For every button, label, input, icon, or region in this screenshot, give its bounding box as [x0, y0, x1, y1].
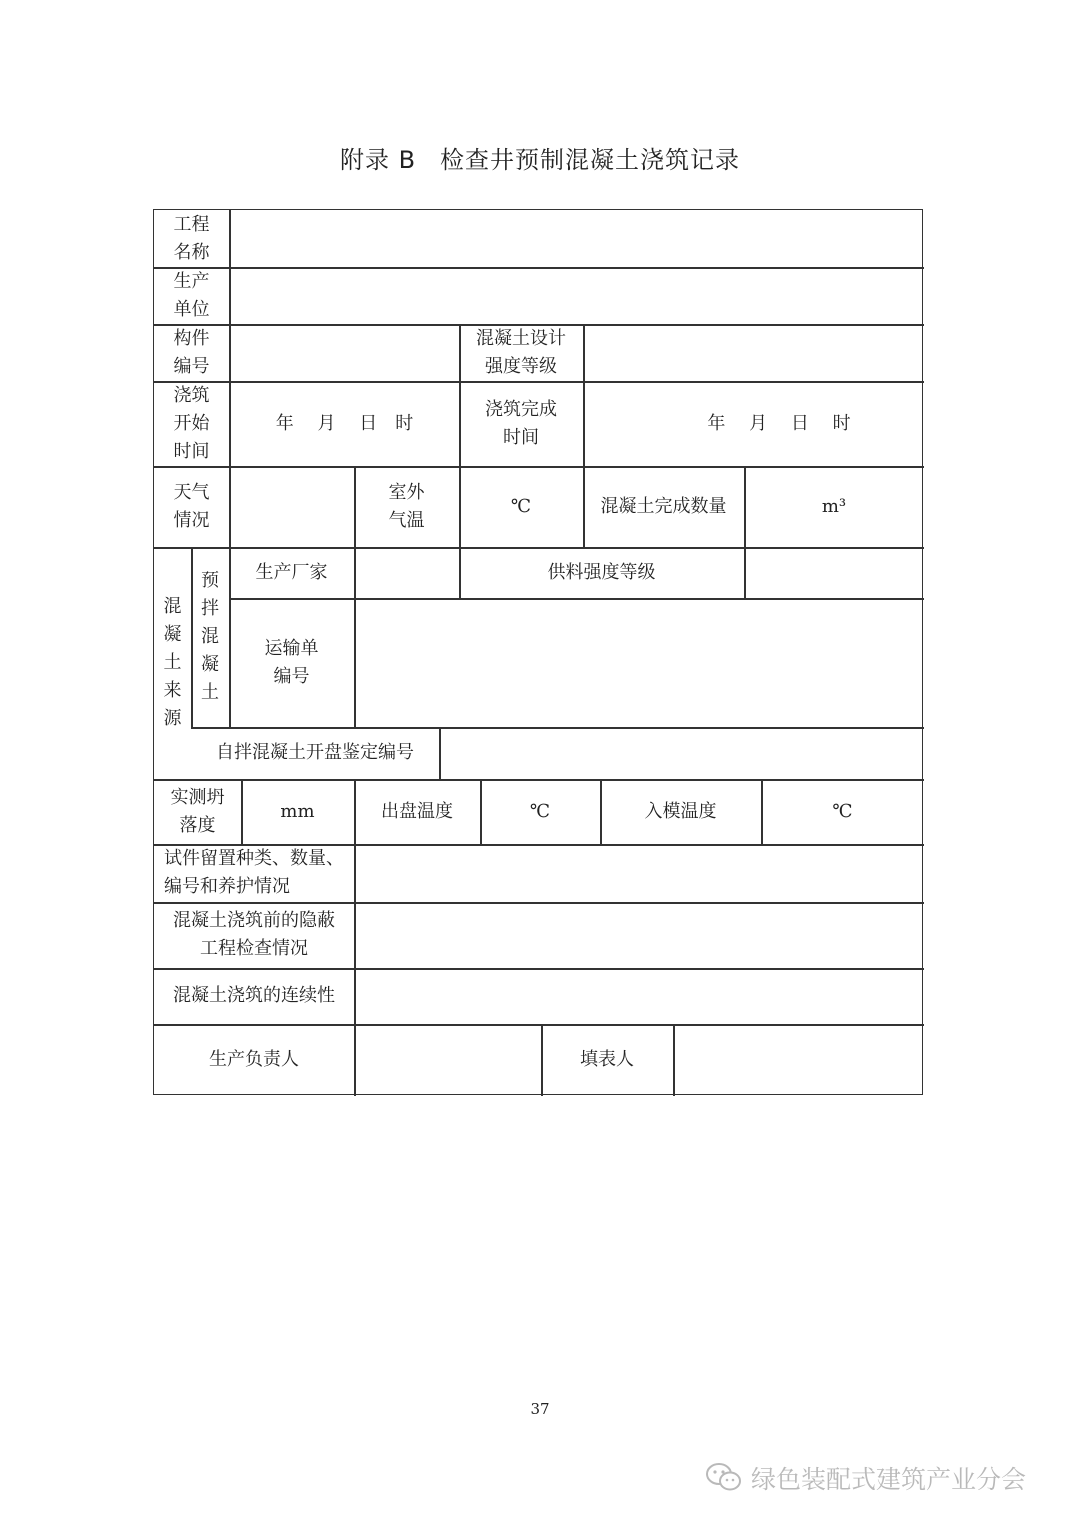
specimen-value — [355, 844, 924, 902]
pour-start-date: 年 月 日 时 — [275, 412, 414, 434]
pour-end-date: 年 月 日 时 — [707, 412, 851, 434]
label-project-name: 工程 名称 — [173, 213, 210, 263]
label-continuity: 混凝土浇筑的连续性 — [173, 985, 335, 1006]
label-hidden-inspection: 混凝土浇筑前的隐蔽 工程检查情况 — [173, 910, 335, 959]
label-premixed: 预 拌 混 凝 土 — [201, 570, 219, 703]
label-self-mix-id: 自拌混凝土开盘鉴定编号 — [216, 742, 414, 763]
discharge-temp-unit: ℃ — [529, 800, 551, 822]
manufacturer-value — [354, 547, 459, 598]
label-transport-no: 运输单 编号 — [264, 637, 319, 687]
label-pour-start: 浇筑 开始 时间 — [173, 384, 210, 462]
label-supply-grade: 供料强度等级 — [547, 561, 656, 583]
component-no-value — [230, 324, 459, 381]
label-concrete-source: 混 凝 土 来 源 — [163, 596, 182, 729]
watermark-text: 绿色装配式建筑产业分会 — [751, 1465, 1027, 1494]
pour-record-form — [153, 209, 923, 1095]
continuity-value — [355, 968, 924, 1024]
design-grade-value — [584, 324, 924, 381]
label-manufacturer: 生产厂家 — [255, 561, 328, 583]
label-weather: 天气 情况 — [173, 481, 210, 531]
slump-unit: mm — [280, 800, 315, 822]
mold-temp-unit: ℃ — [832, 800, 853, 822]
page-number: 37 — [530, 1400, 550, 1418]
label-outdoor-temp: 室外 气温 — [388, 481, 425, 531]
label-discharge-temp: 出盘温度 — [381, 800, 453, 822]
weather-value — [230, 466, 354, 547]
production-lead-value — [355, 1024, 541, 1096]
producer-value — [230, 267, 924, 324]
filled-by-value — [674, 1024, 924, 1096]
label-mold-temp: 入模温度 — [644, 800, 717, 822]
transport-no-value — [355, 598, 924, 727]
supply-grade-value — [745, 547, 924, 598]
self-mix-id-value — [440, 727, 924, 779]
label-production-lead: 生产负责人 — [209, 1049, 299, 1070]
label-pour-end: 浇筑完成 时间 — [485, 398, 557, 448]
label-producer: 生产 单位 — [173, 270, 210, 320]
outdoor-temp-unit: ℃ — [510, 495, 532, 517]
label-component-no: 构件 编号 — [173, 327, 210, 377]
page-title — [0, 140, 1080, 175]
hidden-inspection-value — [355, 902, 924, 968]
label-filled-by: 填表人 — [580, 1049, 634, 1070]
label-completed-qty: 混凝土完成数量 — [600, 495, 727, 517]
title-main: 检查井预制混凝土浇筑记录 — [440, 146, 741, 174]
label-slump: 实测坍 落度 — [170, 786, 225, 836]
completed-qty-unit: m³ — [821, 495, 847, 517]
watermark — [705, 1458, 1065, 1498]
label-design-grade: 混凝土设计 强度等级 — [476, 327, 566, 377]
title-prefix: 附录 B — [339, 146, 417, 174]
wechat-icon — [705, 1462, 743, 1494]
label-specimen: 试件留置种类、数量、 编号和养护情况 — [164, 848, 344, 897]
project-name-value — [230, 210, 924, 267]
